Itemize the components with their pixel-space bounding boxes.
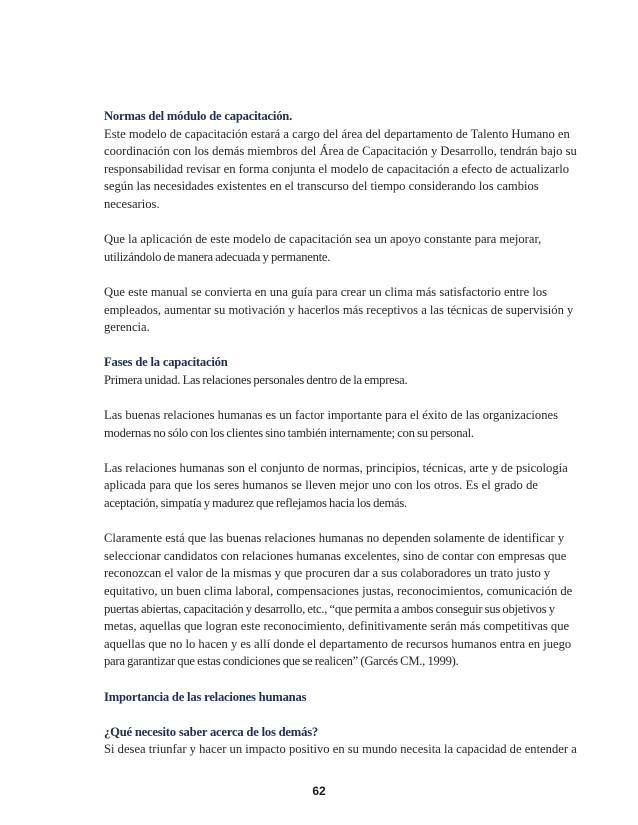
paragraph-spacer xyxy=(104,214,538,232)
paragraph xyxy=(104,231,542,266)
text-line: coordinación con los demás miembros del Área de Capacitación y Desarrollo, tendrán bajo su xyxy=(104,144,577,159)
paragraph xyxy=(104,407,559,442)
text-line: aplicada para que los seres humanos se lleven mejor uno con los otros. Es el grado de xyxy=(104,478,538,493)
paragraph-spacer xyxy=(104,390,538,408)
paragraph xyxy=(104,284,574,337)
text-line: según las necesidades existentes en el transcurso del tiempo considerando los cambios xyxy=(104,179,539,194)
text-line: responsabilidad revisar en forma conjunta el modelo de capacitación a efecto de actualizarlo xyxy=(104,161,570,176)
text-line: aceptación, simpatía y madurez que reflejamos hacia los demás. xyxy=(104,496,407,511)
text-line: Si desea triunfar y hacer un impacto positivo en su mundo necesita la capacidad de entender a xyxy=(104,742,577,757)
text-line: necesarios. xyxy=(104,196,160,211)
text-line: puertas abiertas, capacitación y desarrollo, etc., “que permita a ambos conseguir sus objetivos y xyxy=(104,601,555,616)
section-heading-fases: Fases de la capacitación xyxy=(104,355,228,370)
paragraph-spacer xyxy=(104,671,538,689)
text-line: modernas no sólo con los clientes sino también internamente; con su personal. xyxy=(104,425,474,440)
text-line: aquellas que no lo hacen y es allí donde el departamento de recursos humanos entra en juego xyxy=(104,636,572,651)
section-heading-importancia: Importancia de las relaciones humanas xyxy=(104,689,307,704)
text-line: Las buenas relaciones humanas es un factor importante para el éxito de las organizaciones xyxy=(104,408,559,423)
text-line: empleados, aumentar su motivación y hacerlos más receptivos a las técnicas de supervisión y xyxy=(104,302,574,317)
text-line: Las relaciones humanas son el conjunto de normas, principios, técnicas, arte y de psicología xyxy=(104,460,568,475)
paragraph-spacer xyxy=(104,706,538,724)
text-line: Primera unidad. Las relaciones personales dentro de la empresa. xyxy=(104,372,408,387)
text-line: para garantizar que estas condiciones que se realicen” (Garcés CM., 1999). xyxy=(104,654,459,669)
paragraph xyxy=(104,126,577,214)
text-line: utilizándolo de manera adecuada y permanente. xyxy=(104,249,331,264)
paragraph xyxy=(104,372,538,390)
paragraph xyxy=(104,741,577,759)
paragraph xyxy=(104,530,573,671)
paragraph-spacer xyxy=(104,337,538,355)
section-heading-normas: Normas del módulo de capacitación. xyxy=(104,109,293,123)
text-line: metas, aquellas que logran este reconocimiento, definitivamente serán más competitivas que xyxy=(104,619,570,634)
text-line: Que este manual se convierta en una guía para crear un clima más satisfactorio entre los xyxy=(104,284,548,299)
text-line: Claramente está que las buenas relaciones humanas no dependen solamente de identificar y xyxy=(104,531,565,546)
page-number: 62 xyxy=(312,784,326,798)
paragraph-spacer xyxy=(104,513,538,531)
text-line: reconozcan el valor de la mismas y que procuren dar a sus colaboradores un trato justo y xyxy=(104,566,551,581)
section-heading-que-necesito: ¿Qué necesito saber acerca de los demás? xyxy=(104,724,318,739)
text-line: Que la aplicación de este modelo de capacitación sea un apoyo constante para mejorar, xyxy=(104,232,542,247)
text-line: gerencia. xyxy=(104,320,150,335)
paragraph-spacer xyxy=(104,266,538,284)
paragraph xyxy=(104,460,568,513)
text-line: seleccionar candidatos con relaciones humanas excelentes, sino de contar con empresas que xyxy=(104,548,567,563)
page-content xyxy=(104,108,577,759)
text-line: Este modelo de capacitación estará a cargo del área del departamento de Talento Humano en xyxy=(104,126,570,141)
text-line: equitativo, un buen clima laboral, compensaciones justas, reconocimientos, comunicación de xyxy=(104,584,573,599)
paragraph-spacer xyxy=(104,442,538,460)
